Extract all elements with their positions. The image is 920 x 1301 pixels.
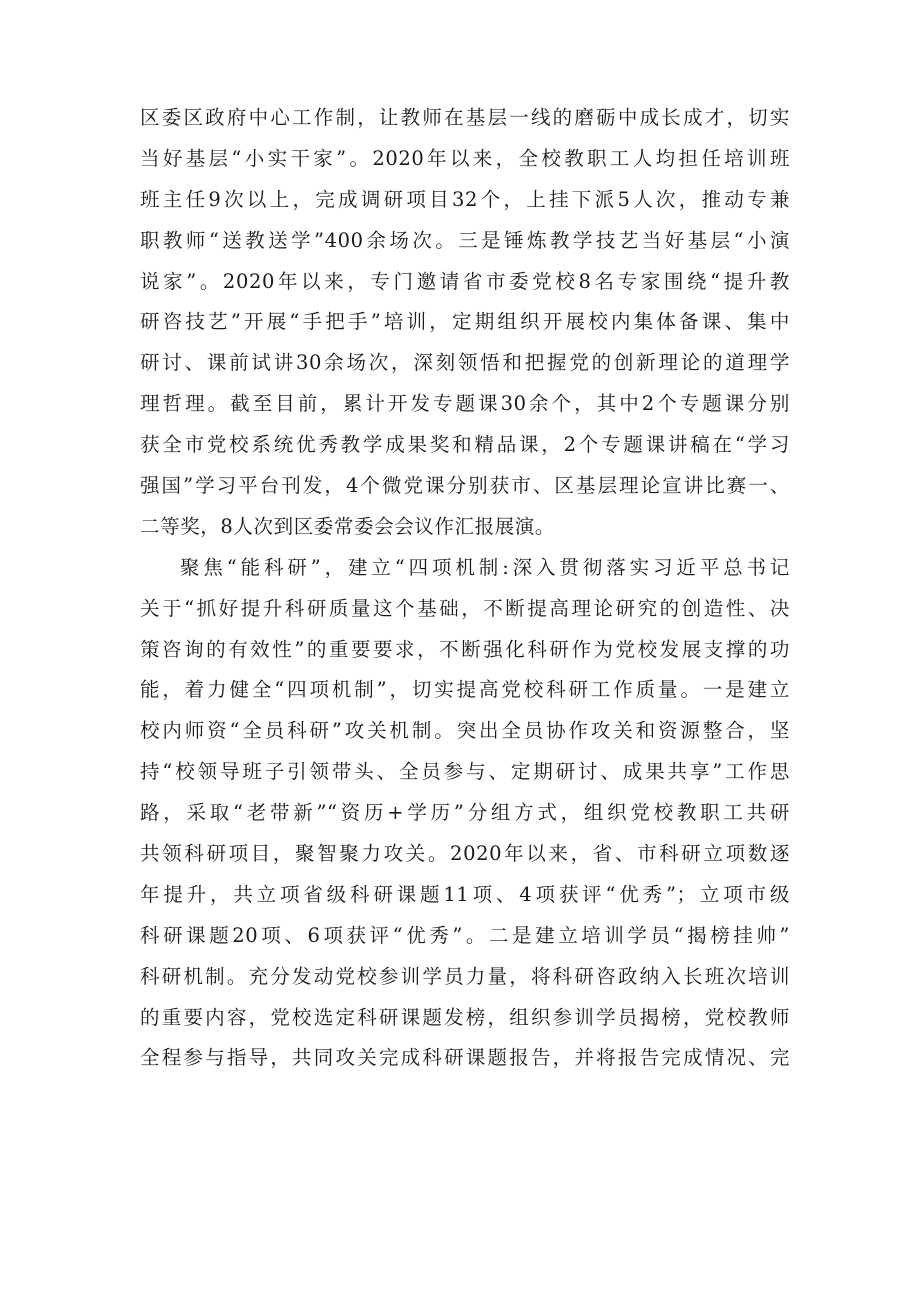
- text-line: 策咨询的有效性”的重要要求，不断强化科研作为党校发展支撑的功: [140, 637, 790, 661]
- text-line: 全程参与指导，共同攻关完成科研课题报告，并将报告完成情况、完: [140, 1046, 790, 1070]
- text-line: 共领科研项目，聚智聚力攻关。2020年以来，省、市科研立项数逐: [140, 842, 790, 866]
- document-body: [140, 98, 790, 1079]
- text-line: 二等奖，8人次到区委常委会会议作汇报展演。: [140, 514, 556, 538]
- text-line: 研咨技艺”开展“手把手”培训，定期组织开展校内集体备课、集中: [140, 310, 790, 334]
- text-line: 关于“抓好提升科研质量这个基础，不断提高理论研究的创造性、决: [140, 596, 790, 620]
- text-line: 理哲理。截至目前，累计开发专题课30余个，其中2个专题课分别: [140, 392, 790, 416]
- text-line: 持“校领导班子引领带头、全员参与、定期研讨、成果共享”工作思: [140, 760, 790, 784]
- text-line: 获全市党校系统优秀教学成果奖和精品课，2个专题课讲稿在“学习: [140, 433, 790, 457]
- text-line: 路，采取“老带新”“资历+学历”分组方式，组织党校教职工共研: [140, 801, 790, 825]
- text-line: 区委区政府中心工作制，让教师在基层一线的磨砺中成长成才，切实: [140, 106, 790, 129]
- text-line: 年提升，共立项省级科研课题11项、4项获评“优秀”；立项市级: [140, 882, 790, 906]
- text-line: 强国”学习平台刊发，4个微党课分别获市、区基层理论宣讲比赛一、: [140, 474, 790, 498]
- text-line: 聚焦“能科研”，建立“四项机制:深入贯彻落实习近平总书记: [180, 555, 790, 579]
- text-line: 能，着力健全“四项机制”，切实提高党校科研工作质量。一是建立: [140, 678, 790, 702]
- text-line: 当好基层“小实干家”。2020年以来，全校教职工人均担任培训班: [140, 146, 790, 170]
- text-line: 班主任9次以上，完成调研项目32个，上挂下派5人次，推动专兼: [140, 187, 790, 211]
- text-line: 职教师“送教送学”400余场次。三是锤炼教学技艺当好基层“小演: [140, 228, 790, 252]
- text-line: 科研课题20项、6项获评“优秀”。二是建立培训学员“揭榜挂帅”: [140, 923, 790, 947]
- paragraph-1: [140, 98, 790, 548]
- text-line: 科研机制。充分发动党校参训学员力量，将科研咨政纳入长班次培训: [140, 964, 790, 988]
- paragraph-2: [140, 548, 790, 1080]
- text-line: 的重要内容，党校选定科研课题发榜，组织参训学员揭榜，党校教师: [140, 1005, 790, 1029]
- text-line: 研讨、课前试讲30余场次，深刻领悟和把握党的创新理论的道理学: [140, 351, 790, 375]
- text-line: 说家”。2020年以来，专门邀请省市委党校8名专家围绕“提升教: [140, 269, 790, 293]
- text-line: 校内师资“全员科研”攻关机制。突出全员协作攻关和资源整合，坚: [140, 719, 790, 743]
